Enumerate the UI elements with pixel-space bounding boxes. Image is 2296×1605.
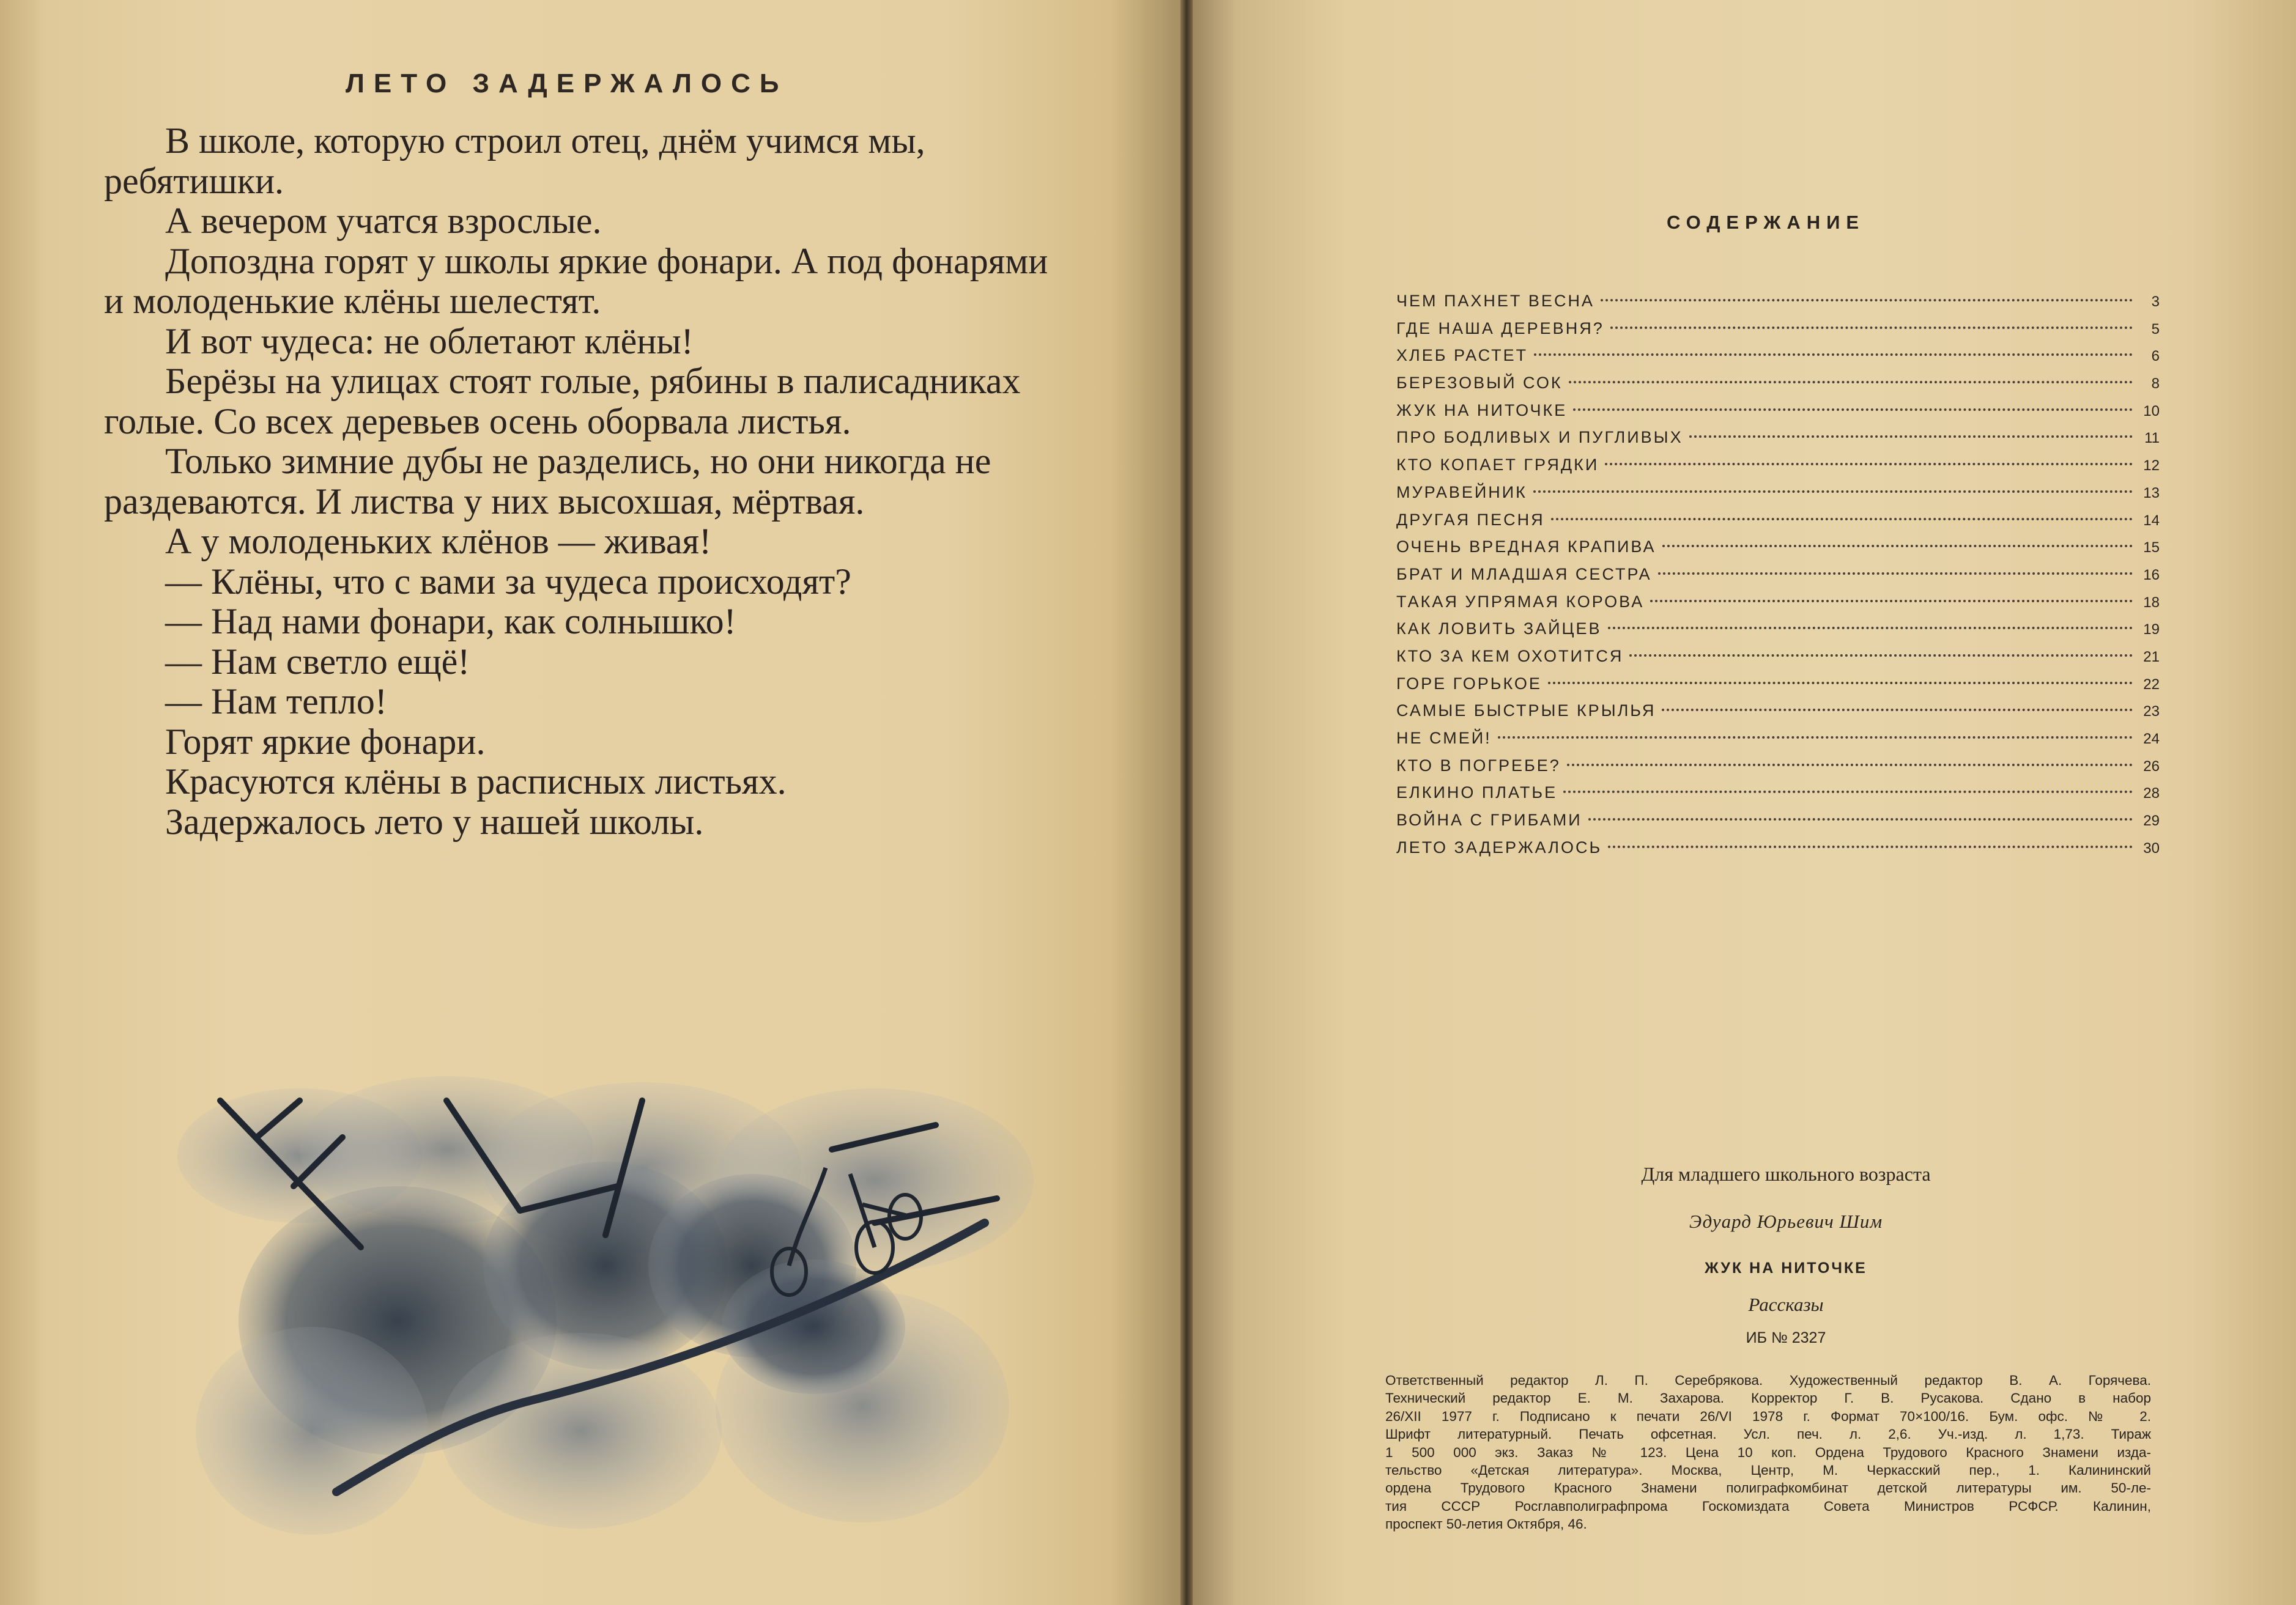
toc-leader-dots [1588, 818, 2133, 821]
story-paragraph: — Нам светло ещё! [165, 641, 470, 682]
toc-leader-dots [1548, 682, 2133, 684]
toc-entry-title: ДРУГАЯ ПЕСНЯ [1396, 510, 1545, 529]
toc-leader-dots [1650, 600, 2133, 602]
toc-entry-page: 6 [2151, 348, 2160, 365]
credits-line: 26/XII 1977 г. Подписано к печати 26/VI 1978 г. Формат 70×100/16. Бум. офс. № 2. [1385, 1408, 2151, 1424]
toc-entry-page: 13 [2143, 484, 2160, 501]
toc-entry [1396, 643, 2160, 670]
story-paragraph: — Над нами фонари, как солнышко! [165, 601, 736, 641]
credits-line: ордена Трудового Красного Знамени полиграфкомбинат детской литературы им. 50-ле- [1385, 1480, 2151, 1496]
toc-leader-dots [1534, 353, 2133, 356]
toc-entry-page: 8 [2151, 375, 2160, 393]
toc-entry-title: КТО В ПОГРЕБЕ? [1396, 756, 1561, 775]
toc-entry-page: 29 [2143, 813, 2160, 830]
toc-leader-dots [1573, 408, 2133, 411]
toc-entry-page: 24 [2143, 731, 2160, 747]
story-paragraph: Горят яркие фонари. [165, 721, 486, 762]
toc-entry-title: ХЛЕБ РАСТЕТ [1396, 346, 1528, 365]
toc-entry-page: 16 [2143, 566, 2160, 583]
toc-entry-title: ВОЙНА С ГРИБАМИ [1396, 811, 1582, 830]
toc-leader-dots [1662, 709, 2133, 711]
credits-line: тия СССР Росглавполиграфпрома Госкомиздата Совета Министров РСФСР. Калинин, [1385, 1498, 2151, 1514]
story-paragraph: Красуются клёны в расписных листьях. [165, 761, 787, 802]
toc-leader-dots [1662, 545, 2133, 547]
toc-entry [1396, 725, 2160, 752]
toc-leader-dots [1605, 463, 2133, 465]
toc-entry-page: 22 [2143, 676, 2160, 693]
story-paragraph: Допоздна горят у школы яркие фонари. А под фонарями и молоденькие клёны шелестят. [104, 240, 1048, 321]
toc-leader-dots [1658, 572, 2133, 575]
credits-line: 1 500 000 экз. Заказ № 123. Цена 10 коп. Ордена Трудового Красного Знамени изда- [1385, 1444, 2151, 1460]
toc-entry [1396, 479, 2160, 506]
toc-leader-dots [1563, 791, 2133, 793]
toc-entry [1396, 779, 2160, 806]
toc-leader-dots [1608, 627, 2133, 629]
toc-entry [1396, 451, 2160, 479]
toc-entry-title: ЧЕМ ПАХНЕТ ВЕСНА [1396, 292, 1594, 310]
toc-leader-dots [1689, 435, 2133, 438]
toc-entry-title: НЕ СМЕЙ! [1396, 729, 1492, 747]
toc-leader-dots [1533, 490, 2133, 493]
book-title: ЖУК НА НИТОЧКЕ [1705, 1260, 1867, 1277]
toc-entry [1396, 424, 2160, 451]
toc-leader-dots [1608, 846, 2133, 848]
toc-title: СОДЕРЖАНИЕ [1667, 212, 1865, 233]
toc-entry [1396, 615, 2160, 643]
toc-entry [1396, 342, 2160, 369]
toc-entry-page: 15 [2143, 539, 2160, 556]
toc-entry [1396, 397, 2160, 424]
story-paragraph: И вот чудеса: не облетают клёны! [165, 320, 694, 361]
toc-leader-dots [1567, 764, 2133, 766]
toc-entry [1396, 561, 2160, 588]
table-of-contents [1396, 287, 2160, 861]
story-paragraph: Только зимние дубы не разделись, но они никогда не раздеваются. И листва у них высохшая, мёртвая. [104, 441, 991, 522]
toc-entry-page: 3 [2151, 293, 2160, 310]
toc-entry [1396, 369, 2160, 397]
toc-entry [1396, 670, 2160, 698]
toc-entry [1396, 834, 2160, 862]
toc-entry-title: КТО ЗА КЕМ ОХОТИТСЯ [1396, 646, 1624, 665]
credits-line: проспект 50-летия Октября, 46. [1385, 1516, 1587, 1532]
book-gutter [1180, 0, 1193, 1605]
toc-entry-title: ГДЕ НАША ДЕРЕВНЯ? [1396, 319, 1604, 338]
toc-entry-title: КТО КОПАЕТ ГРЯДКИ [1396, 456, 1599, 474]
toc-entry-title: ТАКАЯ УПРЯМАЯ КОРОВА [1396, 592, 1645, 611]
ib-number: ИБ № 2327 [1746, 1329, 1826, 1346]
story-text [104, 121, 1070, 842]
toc-leader-dots [1498, 736, 2133, 739]
credits-line: тельство «Детская литература». Москва, Центр, М. Черкасский пер., 1. Калининский [1385, 1463, 2151, 1478]
toc-entry-title: САМЫЕ БЫСТРЫЕ КРЫЛЬЯ [1396, 701, 1656, 720]
toc-entry-page: 19 [2143, 621, 2160, 638]
toc-entry-title: БЕРЕЗОВЫЙ СОК [1396, 374, 1563, 393]
story-paragraph: — Клёны, что с вами за чудеса происходят? [165, 561, 851, 602]
toc-entry-page: 30 [2143, 839, 2160, 857]
book-genre: Рассказы [1748, 1294, 1824, 1315]
toc-entry-page: 28 [2143, 785, 2160, 802]
story-paragraph: А у молоденьких клёнов — живая! [165, 521, 712, 561]
credits-line: Технический редактор Е. М. Захарова. Корректор Г. В. Русакова. Сдано в набор [1385, 1390, 2151, 1406]
toc-leader-dots [1601, 299, 2133, 301]
toc-leader-dots [1610, 327, 2133, 329]
toc-entry-title: ПРО БОДЛИВЫХ И ПУГЛИВЫХ [1396, 428, 1683, 447]
toc-entry-page: 26 [2143, 758, 2160, 775]
toc-entry-title: КАК ЛОВИТЬ ЗАЙЦЕВ [1396, 619, 1602, 638]
toc-entry-title: МУРАВЕЙНИК [1396, 482, 1527, 501]
toc-entry-title: ЖУК НА НИТОЧКЕ [1396, 400, 1568, 419]
credits-line: Шрифт литературный. Печать офсетная. Усл. печ. л. 2,6. Уч.-изд. л. 1,73. Тираж [1385, 1426, 2151, 1442]
toc-entry [1396, 315, 2160, 342]
story-paragraph: В школе, которую строил отец, днём учимся мы, ребятишки. [104, 120, 925, 201]
toc-entry-title: ЛЕТО ЗАДЕРЖАЛОСЬ [1396, 838, 1602, 857]
toc-entry [1396, 752, 2160, 780]
story-paragraph: А вечером учатся взрослые. [165, 201, 602, 241]
toc-entry-page: 21 [2143, 648, 2160, 665]
author-name: Эдуард Юрьевич Шим [1689, 1211, 1883, 1232]
publication-credits [1385, 1371, 2151, 1533]
toc-entry-page: 10 [2143, 402, 2160, 419]
toc-leader-dots [1551, 518, 2133, 520]
toc-leader-dots [1569, 381, 2133, 383]
age-group-note: Для младшего школьного возраста [1641, 1163, 1931, 1185]
toc-entry [1396, 588, 2160, 616]
toc-entry [1396, 806, 2160, 834]
toc-entry [1396, 697, 2160, 725]
story-paragraph: Задержалось лето у нашей школы. [165, 801, 704, 842]
toc-entry-page: 11 [2144, 430, 2160, 447]
toc-entry-page: 14 [2143, 512, 2160, 529]
story-paragraph: — Нам тепло! [165, 681, 387, 721]
toc-entry [1396, 533, 2160, 561]
toc-entry-page: 5 [2151, 320, 2160, 338]
toc-leader-dots [1629, 654, 2133, 657]
toc-entry-page: 12 [2143, 457, 2160, 474]
toc-entry-title: БРАТ И МЛАДШАЯ СЕСТРА [1396, 564, 1652, 583]
toc-entry [1396, 506, 2160, 534]
maple-branch-illustration [141, 1064, 1070, 1565]
toc-entry-title: ГОРЕ ГОРЬКОЕ [1396, 674, 1542, 693]
credits-line: Ответственный редактор Л. П. Серебрякова. Художественный редактор В. А. Горячева. [1385, 1373, 2151, 1388]
toc-entry-page: 23 [2143, 703, 2160, 720]
toc-entry [1396, 287, 2160, 315]
story-title: ЛЕТО ЗАДЕРЖАЛОСЬ [346, 68, 788, 98]
story-paragraph: Берёзы на улицах стоят голые, рябины в палисадниках голые. Со всех деревьев осень оборвала листья. [104, 361, 1021, 441]
toc-entry-title: ЕЛКИНО ПЛАТЬЕ [1396, 783, 1558, 802]
toc-entry-page: 18 [2143, 594, 2160, 611]
toc-entry-title: ОЧЕНЬ ВРЕДНАЯ КРАПИВА [1396, 537, 1656, 556]
